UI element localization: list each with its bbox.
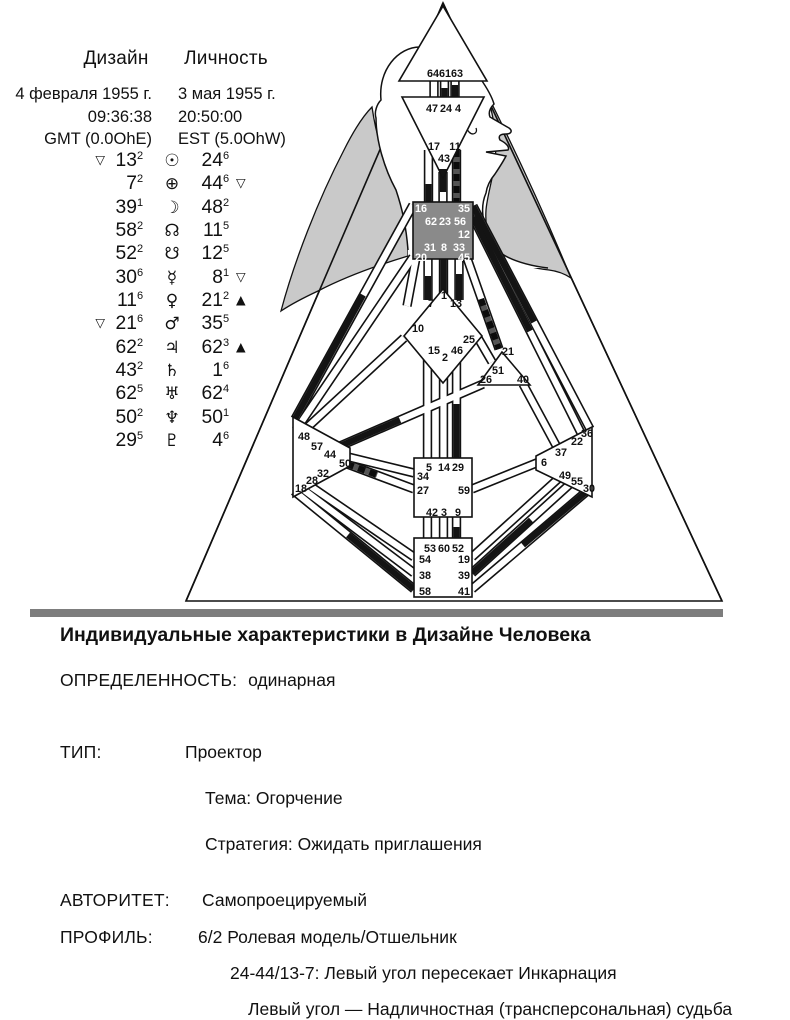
profile-label: ПРОФИЛЬ: [60, 927, 153, 947]
gate-number-29: 29 [451, 462, 465, 474]
gate-number-16: 16 [414, 203, 428, 215]
gate-number-17: 17 [427, 141, 441, 153]
personality-line: 1 [223, 266, 230, 279]
design-date: 4 февраля 1955 г. [15, 85, 152, 103]
gate-number-30: 30 [582, 483, 596, 495]
gate-number-54: 54 [418, 554, 432, 566]
personality-gate: 62 [201, 383, 223, 405]
gate-number-32: 32 [316, 468, 330, 480]
gate-number-40: 40 [516, 374, 530, 386]
planet-row-earth [79, 173, 258, 196]
gate-number-4: 4 [454, 103, 462, 115]
planet-icon: ☋ [164, 244, 180, 265]
planet-icon: ⊕ [164, 174, 180, 195]
gate-number-33: 33 [452, 242, 466, 254]
design-line: 2 [137, 243, 144, 256]
gate-number-23: 23 [438, 216, 452, 228]
authority-value: Самопроецируемый [202, 890, 368, 910]
gate-number-24: 24 [439, 103, 453, 115]
gate-number-12: 12 [457, 229, 471, 241]
gate-number-41: 41 [457, 586, 471, 598]
gate-number-11: 11 [449, 141, 461, 153]
gate-number-9: 9 [454, 507, 462, 519]
type-strategy: Стратегия: Ожидать приглашения [205, 834, 482, 854]
design-gate: 62 [115, 383, 137, 405]
gate-number-31: 31 [423, 242, 437, 254]
gate-number-56: 56 [453, 216, 467, 228]
personality-date: 3 мая 1955 г. [178, 85, 276, 103]
design-gate: 11 [116, 290, 137, 312]
gate-number-44: 44 [323, 449, 337, 461]
gate-number-60: 60 [437, 543, 451, 555]
planet-icon: ♆ [164, 407, 180, 428]
gate-number-46: 46 [450, 345, 464, 357]
personality-line: 5 [223, 220, 230, 233]
gate-number-50: 50 [338, 458, 352, 470]
planet-icon: ♀ [165, 291, 179, 312]
personality-line: 1 [223, 406, 230, 419]
gate-number-15: 15 [427, 345, 441, 357]
planet-icon: ☿ [166, 267, 178, 288]
exalt-marker: ▽ [236, 175, 246, 191]
gate-number-59: 59 [457, 485, 471, 497]
gate-number-64: 64 [426, 68, 440, 80]
section-divider [30, 609, 723, 617]
design-gate: 7 [126, 173, 137, 195]
planet-row-sun [79, 150, 258, 173]
design-gate: 62 [115, 336, 137, 358]
design-gate: 13 [115, 150, 137, 171]
planet-row-venus [79, 290, 258, 313]
design-gate: 21 [115, 313, 137, 335]
gate-number-2: 2 [441, 352, 449, 364]
design-line: 6 [137, 290, 144, 303]
gate-number-21: 21 [501, 346, 515, 358]
report-title: Индивидуальные характеристики в Дизайне Человека [60, 624, 591, 646]
planet-row-north-node [79, 220, 258, 243]
exalt-marker: ▽ [236, 268, 246, 284]
planet-icon: ☽ [164, 197, 180, 218]
planet-row-mercury [79, 267, 258, 290]
design-line: 2 [137, 150, 144, 162]
profile-value: 6/2 Ролевая модель/Отшельник [198, 927, 457, 947]
definition-row [60, 670, 335, 691]
design-line: 6 [137, 266, 144, 279]
design-gate: 52 [115, 243, 137, 265]
gate-number-47: 47 [425, 103, 439, 115]
personality-line: 6 [223, 150, 230, 162]
personality-line: 2 [223, 290, 230, 303]
gate-number-62: 62 [424, 216, 438, 228]
gate-number-35: 35 [457, 203, 471, 215]
design-line: 5 [137, 430, 144, 443]
design-line: 2 [137, 220, 144, 233]
personality-gate: 4 [212, 430, 223, 452]
personality-line: 6 [223, 173, 230, 186]
personality-gate: 48 [201, 196, 223, 218]
planet-row-pluto [79, 430, 258, 453]
design-datetime [0, 83, 152, 151]
personality-gate: 35 [201, 313, 223, 335]
gate-number-6: 6 [540, 457, 548, 469]
gate-number-52: 52 [451, 543, 465, 555]
personality-line: 5 [223, 313, 230, 326]
gate-number-14: 14 [437, 462, 451, 474]
design-gate: 39 [115, 196, 137, 218]
planet-icon: ♅ [164, 384, 180, 405]
planet-icon: ♇ [164, 431, 180, 452]
gate-number-38: 38 [418, 570, 432, 582]
personality-datetime [178, 83, 308, 151]
gate-number-18: 18 [294, 483, 308, 495]
planet-row-saturn [79, 360, 258, 383]
planet-row-south-node [79, 243, 258, 266]
gate-number-26: 26 [479, 374, 493, 386]
exalt-marker: ▲ [236, 338, 246, 354]
gate-number-39: 39 [457, 570, 471, 582]
personality-gate: 50 [201, 406, 223, 428]
detriment-marker: ▽ [95, 152, 105, 167]
design-gate: 29 [115, 430, 137, 452]
gate-number-10: 10 [411, 323, 425, 335]
gate-number-28: 28 [305, 475, 319, 487]
exalt-marker: ▲ [236, 292, 246, 308]
personality-timezone: EST (5.0OhW) [178, 130, 286, 148]
planet-row-uranus [79, 383, 258, 406]
personality-column-header: Личность [184, 48, 268, 69]
gate-number-22: 22 [570, 436, 584, 448]
type-theme: Тема: Огорчение [205, 788, 343, 808]
gate-number-27: 27 [416, 485, 430, 497]
planet-row-moon [79, 197, 258, 220]
design-line: 2 [137, 360, 144, 373]
type-label: ТИП: [60, 742, 102, 762]
gate-number-37: 37 [554, 447, 568, 459]
gate-number-36: 36 [580, 428, 594, 440]
design-line: 1 [137, 196, 144, 209]
design-line: 2 [137, 173, 144, 186]
design-line: 5 [137, 383, 144, 396]
angle-line: Левый угол — Надличностная (трансперсональная) судьба [248, 999, 733, 1019]
design-time: 09:36:38 [87, 107, 152, 126]
definition-label: ОПРЕДЕЛЕННОСТЬ: [60, 670, 238, 690]
design-timezone: GMT (0.0OhE) [44, 130, 152, 148]
personality-gate: 62 [201, 336, 223, 358]
gate-number-8: 8 [440, 242, 448, 254]
gate-number-45: 45 [457, 252, 471, 264]
design-line: 6 [137, 313, 144, 326]
detriment-marker: ▽ [95, 315, 105, 331]
personality-line: 3 [223, 336, 230, 349]
personality-gate: 1 [212, 360, 223, 382]
gate-number-43: 43 [437, 153, 451, 165]
gate-number-7: 7 [427, 298, 435, 310]
design-gate: 50 [115, 406, 137, 428]
personality-gate: 12 [201, 243, 223, 265]
personality-line: 2 [223, 196, 230, 209]
gate-number-58: 58 [418, 586, 432, 598]
design-line: 2 [137, 336, 144, 349]
gate-number-13: 13 [449, 298, 463, 310]
type-value: Проектор [185, 742, 262, 762]
personality-line: 5 [223, 243, 230, 256]
gate-number-48: 48 [297, 431, 311, 443]
gate-number-1: 1 [440, 290, 448, 302]
personality-line: 4 [223, 383, 230, 396]
gate-number-5: 5 [425, 462, 433, 474]
personality-gate: 21 [201, 290, 223, 312]
authority-label: АВТОРИТЕТ: [60, 890, 170, 910]
planet-icon: ♂ [164, 314, 180, 335]
gate-number-49: 49 [558, 470, 572, 482]
gate-number-34: 34 [416, 471, 430, 483]
planet-icon: ♃ [164, 337, 180, 358]
planet-row-neptune [79, 407, 258, 430]
planet-icon: ☊ [164, 221, 180, 242]
gate-number-57: 57 [310, 441, 324, 453]
gate-number-3: 3 [440, 507, 448, 519]
gate-number-51: 51 [491, 365, 505, 377]
gate-number-20: 20 [414, 252, 428, 264]
gate-number-25: 25 [462, 334, 476, 346]
design-column-header: Дизайн [83, 48, 149, 69]
planet-row-mars [79, 313, 258, 336]
design-gate: 43 [115, 360, 137, 382]
gate-number-53: 53 [423, 543, 437, 555]
personality-line: 6 [223, 360, 230, 373]
planet-row-jupiter [79, 337, 258, 360]
planet-activation-table [79, 150, 258, 453]
planet-icon: ♄ [164, 361, 180, 382]
design-gate: 58 [115, 220, 137, 242]
design-line: 2 [137, 406, 144, 419]
gate-number-61: 61 [438, 68, 452, 80]
definition-value: одинарная [248, 670, 336, 690]
incarnation-cross-line: 24-44/13-7: Левый угол пересекает Инкарнация [230, 963, 617, 983]
personality-gate: 24 [201, 150, 223, 171]
gate-number-19: 19 [457, 554, 471, 566]
personality-gate: 8 [212, 266, 223, 288]
gate-number-55: 55 [570, 476, 584, 488]
design-gate: 30 [115, 266, 137, 288]
personality-gate: 11 [202, 220, 223, 242]
personality-time: 20:50:00 [178, 107, 243, 126]
gate-number-42: 42 [425, 507, 439, 519]
personality-line: 6 [223, 430, 230, 443]
personality-gate: 44 [201, 173, 223, 195]
planet-icon: ☉ [164, 151, 180, 171]
gate-number-63: 63 [450, 68, 464, 80]
